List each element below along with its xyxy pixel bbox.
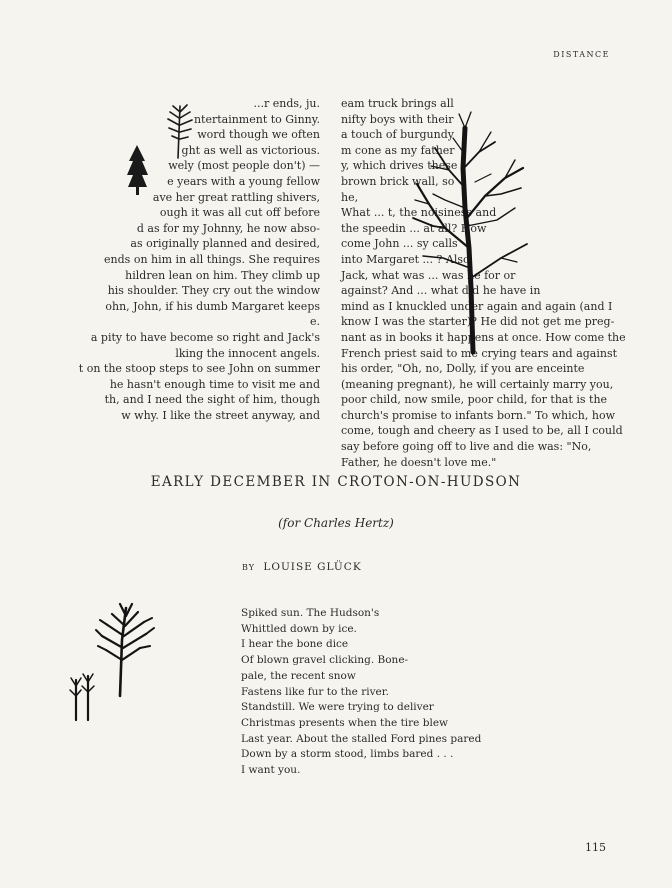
poem-line: Fastens like fur to the river. bbox=[241, 685, 389, 698]
prose-line: m cone as my father bbox=[341, 143, 455, 157]
prose-line: church's promise to infants born." To which, how bbox=[341, 408, 615, 422]
prose-line: nifty boys with their bbox=[341, 112, 454, 126]
poem-line: Down by a storm stood, limbs bared . . . bbox=[241, 748, 454, 761]
poem-line: Last year. About the stalled Ford pines pared bbox=[241, 732, 482, 745]
twin-trees-icon bbox=[68, 666, 96, 722]
pine-tree-icon bbox=[124, 143, 150, 197]
prose-line: he, bbox=[341, 190, 359, 204]
prose-line: word though we often bbox=[197, 128, 320, 142]
prose-line: his order, "Oh, no, Dolly, if you are enceinte bbox=[341, 362, 585, 376]
prose-line: nant as in books it happens at once. How come the bbox=[341, 330, 626, 344]
prose-line: he hasn't enough time to visit me and bbox=[109, 377, 320, 391]
prose-line: ohn, John, if his dumb Margaret keeps bbox=[105, 299, 320, 313]
prose-line: ave her great rattling shivers, bbox=[152, 190, 320, 204]
prose-line: lking the innocent angels. bbox=[175, 346, 320, 360]
poem-dedication: (for Charles Hertz) bbox=[278, 516, 394, 530]
prose-line: t on the stoop steps to see John on summer bbox=[78, 362, 320, 376]
prose-line: ends on him in all things. She requires bbox=[104, 252, 320, 266]
prose-line: eam truck brings all bbox=[341, 97, 454, 110]
prose-line: hildren lean on him. They climb up bbox=[125, 268, 320, 282]
prose-line: come, tough and cheery as I used to be, all I could bbox=[341, 424, 623, 438]
poem-line: pale, the recent snow bbox=[241, 669, 356, 682]
prose-line: (meaning pregnant), he will certainly marry you, bbox=[341, 377, 614, 391]
prose-line: e. bbox=[309, 315, 320, 329]
poem-line: I want you. bbox=[241, 764, 301, 777]
poem-body bbox=[241, 606, 481, 779]
running-head: DISTANCE bbox=[553, 50, 610, 59]
prose-line: ght as well as victorious. bbox=[181, 143, 320, 157]
poem-line: Christmas presents when the tire blew bbox=[241, 716, 449, 729]
poem-author: LOUISE GLÜCK bbox=[263, 561, 362, 573]
prose-line: come John ... sy calls bbox=[341, 237, 458, 251]
prose-line: poor child, now smile, poor child, for that is the bbox=[341, 393, 608, 407]
prose-line: y, which drives these bbox=[341, 159, 458, 173]
prose-line: Father, he doesn't love me." bbox=[341, 455, 497, 469]
prose-line: French priest said to me crying tears and against bbox=[341, 346, 618, 360]
prose-line: e years with a young fellow bbox=[167, 174, 320, 188]
poem-line: Standstill. We were trying to deliver bbox=[241, 701, 434, 714]
prose-line: w why. I like the street anyway, and bbox=[121, 408, 320, 422]
prose-line: What ... t, the noisiness and bbox=[341, 206, 497, 220]
poem-line: I hear the bone dice bbox=[241, 638, 349, 651]
poem-byline bbox=[242, 561, 362, 573]
prose-line: ough it was all cut off before bbox=[159, 206, 320, 220]
prose-line: a touch of burgundy bbox=[341, 128, 454, 142]
leafy-tree-icon bbox=[94, 600, 156, 700]
poem-line: Spiked sun. The Hudson's bbox=[241, 607, 380, 619]
prose-line: ...r ends, ju. bbox=[253, 97, 320, 110]
prose-line: Jack, what was ... was he for or bbox=[341, 268, 516, 282]
poem-line: Whittled down by ice. bbox=[241, 622, 357, 635]
prose-line: the speedin ... at all? How bbox=[341, 221, 487, 235]
prose-line: th, and I need the sight of him, though bbox=[104, 393, 320, 407]
page-number: 115 bbox=[585, 841, 606, 854]
poem-title: EARLY DECEMBER IN CROTON-ON-HUDSON bbox=[150, 474, 522, 490]
prose-line: know I was the starter)? He did not get me preg- bbox=[341, 315, 615, 329]
prose-line: into Margaret ... ? Also, bbox=[341, 252, 474, 266]
prose-line: d as for my Johnny, he now abso- bbox=[136, 221, 320, 235]
prose-line: as originally planned and desired, bbox=[130, 237, 320, 251]
poem-line: Of blown gravel clicking. Bone- bbox=[241, 654, 409, 667]
prose-line: his shoulder. They cry out the window bbox=[107, 284, 320, 298]
prose-line: say before going off to live and die was: "No, bbox=[341, 440, 592, 454]
prose-line: brown brick wall, so bbox=[341, 174, 455, 188]
prose-line: mind as I knuckled under again and again (and I bbox=[341, 299, 613, 313]
small-fern-tree-icon bbox=[160, 100, 200, 160]
prose-line: a pity to have become so right and Jack's bbox=[90, 330, 320, 344]
prose-line: ntertainment to Ginny. bbox=[193, 112, 320, 126]
prose-line: against? And ... what did he have in bbox=[341, 284, 541, 298]
prose-line: wely (most people don't) — bbox=[168, 159, 320, 173]
bare-tree-icon bbox=[405, 108, 535, 358]
byline-by: BY bbox=[242, 563, 256, 572]
